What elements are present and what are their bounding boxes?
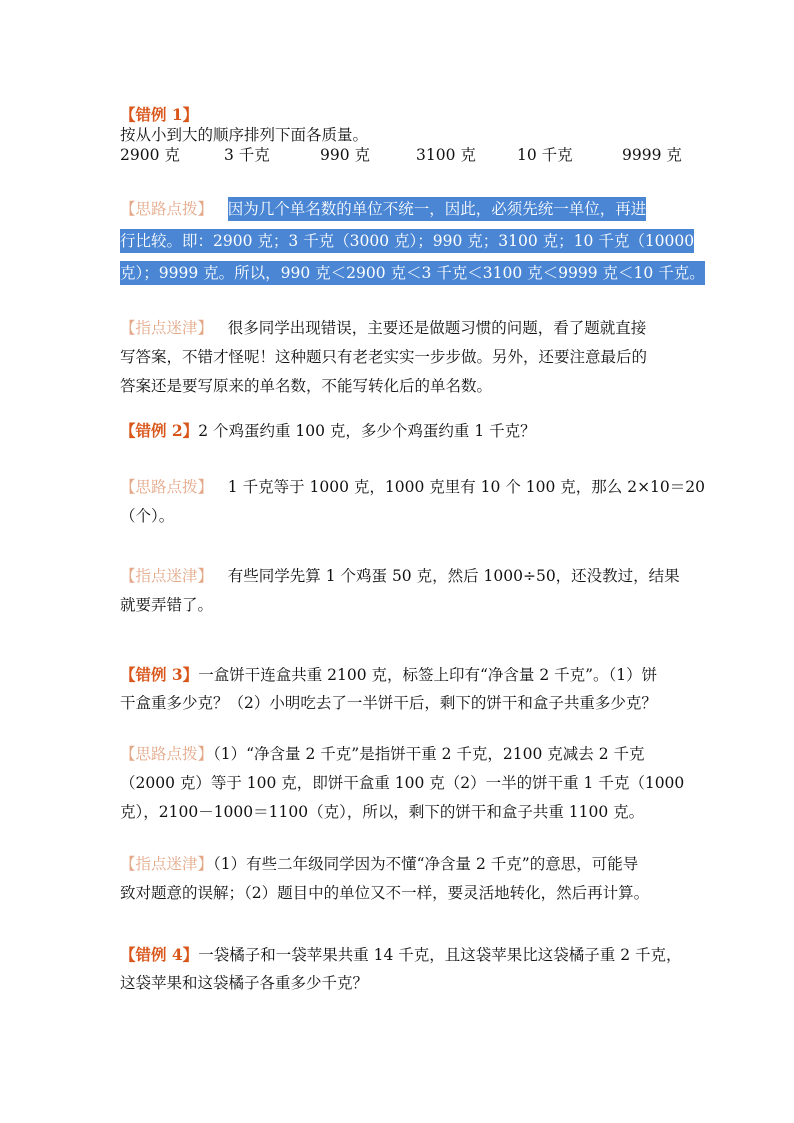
- note-text: 有些同学先算 1 个鸡蛋 50 克，然后 1000÷50，还没教过，结果: [227, 567, 680, 585]
- example-question: 2 个鸡蛋约重 100 克，多少个鸡蛋约重 1 千克？: [198, 422, 536, 440]
- example-1-note: [120, 314, 680, 401]
- note-tag: 【指点迷津】: [120, 567, 214, 585]
- example-2: [120, 416, 680, 445]
- example-tag: 【错例 1】: [120, 105, 199, 124]
- note-text: 写答案，不错才怪呢！这种题只有老老实实一步步做。另外，还要注意最后的: [120, 348, 648, 366]
- note-tag: 【指点迷津】: [120, 855, 214, 873]
- example-tag: 【错例 4】: [120, 945, 199, 964]
- note-text: （1）有些二年级同学因为不懂“净含量 2 千克”的意思，可能导: [213, 855, 639, 873]
- hint-text: （2000 克）等于 100 克，即饼干盒重 100 克（2）一半的饼干重 1 千克（1000: [120, 774, 685, 792]
- values-row: [120, 143, 680, 167]
- value-item: 990 克: [320, 146, 371, 164]
- example-2-note: [120, 562, 680, 620]
- value-item: 9999 克: [622, 146, 682, 164]
- example-3-hint: [120, 740, 685, 827]
- hint-text: 克），2100－1000＝1100（克），所以，剩下的饼干和盒子共重 1100 克。: [120, 803, 645, 821]
- hint-text: （个）。: [120, 507, 175, 525]
- note-text: 致对题意的误解；（2）题目中的单位又不一样，要灵活地转化，然后再计算。: [120, 884, 650, 902]
- example-tag: 【错例 3】: [120, 665, 199, 684]
- hint-text: 1 千克等于 1000 克，1000 克里有 10 个 100 克，那么 2×10＝20: [227, 478, 705, 496]
- example-tag: 【错例 2】: [120, 421, 199, 440]
- note-text: 答案还是要写原来的单名数，不能写转化后的单名数。: [120, 377, 493, 395]
- hint-text-highlighted: 克）；9999 克。所以，990 克＜2900 克＜3 千克＜3100 克＜9999 克＜10 千克。: [120, 261, 705, 285]
- example-question: 这袋苹果和这袋橘子各重多少千克？: [120, 974, 369, 992]
- example-question: 一袋橘子和一袋苹果共重 14 千克，且这袋苹果比这袋橘子重 2 千克，: [198, 946, 682, 964]
- value-item: 3100 克: [416, 146, 476, 164]
- hint-tag: 【思路点拨】: [120, 745, 214, 763]
- hint-tag: 【思路点拨】: [120, 478, 214, 496]
- example-1-hint: [120, 193, 705, 289]
- example-3: [120, 660, 680, 718]
- note-text: 就要弄错了。: [120, 596, 214, 614]
- hint-tag: 【思路点拨】: [120, 200, 214, 218]
- example-3-note: [120, 850, 680, 908]
- hint-text-highlighted: 因为几个单名数的单位不统一，因此，必须先统一单位，再进: [228, 197, 647, 221]
- example-question: 干盒重多少克？（2）小明吃去了一半饼干后，剩下的饼干和盒子共重多少克？: [120, 694, 657, 712]
- example-2-hint: [120, 473, 705, 531]
- value-item: 10 千克: [517, 146, 573, 164]
- hint-text-highlighted: 行比较。即：2900 克；3 千克（3000 克）；990 克；3100 克；10 千克（10000: [120, 229, 694, 253]
- example-4: [120, 940, 680, 998]
- note-text: 很多同学出现错误，主要还是做题习惯的问题，看了题就直接: [227, 319, 647, 337]
- hint-text: （1）“净含量 2 千克”是指饼干重 2 千克，2100 克减去 2 千克: [213, 745, 645, 763]
- example-question: 按从小到大的顺序排列下面各质量。: [120, 126, 369, 144]
- value-item: 2900 克: [120, 146, 180, 164]
- value-item: 3 千克: [224, 146, 270, 164]
- note-tag: 【指点迷津】: [120, 319, 214, 337]
- example-question: 一盒饼干连盒共重 2100 克，标签上印有“净含量 2 千克”。（1）饼: [198, 666, 658, 684]
